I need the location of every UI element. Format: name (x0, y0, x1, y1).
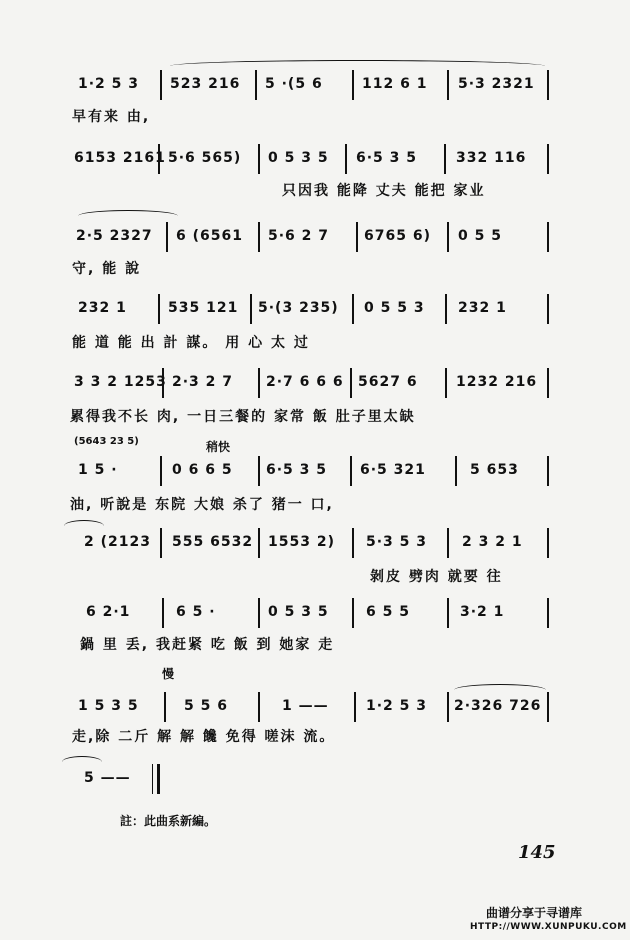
row9-lyrics: 走,除 二斤 解 解 饞 免得 嗟沫 流。 (72, 729, 336, 745)
footnote: 註：此曲系新編。 (120, 814, 217, 828)
barline (255, 70, 257, 100)
barline (356, 222, 358, 252)
barline (160, 70, 162, 100)
barline (547, 294, 549, 324)
barline (158, 144, 160, 174)
barline (354, 692, 356, 722)
tempo-marking-slow: 慢 (162, 667, 175, 681)
barline (352, 70, 354, 100)
slur (454, 684, 546, 690)
row6-lyrics: 油, 听說是 东院 大娘 杀了 猪一 口, (70, 497, 334, 513)
barline (258, 368, 260, 398)
row9-measure4: 1·2 5 3 (366, 698, 428, 714)
row3-lyrics: 守, 能 說 (72, 261, 142, 277)
row6-measure3: 6·5 3 5 (266, 462, 328, 478)
barline (258, 222, 260, 252)
row2-measure1: 6153 2161 (74, 150, 166, 166)
barline (350, 456, 352, 486)
barline (352, 528, 354, 558)
row6-measure4: 6·5 321 (360, 462, 426, 478)
barline (444, 144, 446, 174)
row5-measure5: 1232 216 (456, 374, 538, 390)
barline (250, 294, 252, 324)
barline (258, 528, 260, 558)
page-number: 145 (518, 842, 556, 863)
row9-measure1: 1 5 3 5 (78, 698, 139, 714)
row7-measure2: 555 6532 (172, 534, 254, 550)
row7-lyrics: 剝皮 劈肉 就要 往 (370, 569, 503, 585)
row8-measure5: 3·2 1 (460, 604, 505, 620)
row5-lyrics: 累得我不长 肉, 一日三餐的 家常 飯 肚子里太缺 (70, 409, 416, 425)
row3-measure5: 0 5 5 (458, 228, 502, 244)
row3-measure4: 6765 6) (364, 228, 431, 244)
barline (547, 692, 549, 722)
barline (258, 692, 260, 722)
tempo-marking-fast: 稍快 (206, 440, 231, 454)
row5-measure3: 2·7 6 6 6 (266, 374, 344, 390)
row5-measure2: 2·3 2 7 (172, 374, 234, 390)
row8-measure2: 6 5 · (176, 604, 216, 620)
barline (547, 222, 549, 252)
row3-measure2: 6 (6561 (176, 228, 243, 244)
row5-measure4: 5627 6 (358, 374, 418, 390)
barline (160, 456, 162, 486)
barline (166, 222, 168, 252)
row2-measure3: 0 5 3 5 (268, 150, 329, 166)
barline (445, 294, 447, 324)
barline (445, 368, 447, 398)
row1-measure4: 112 6 1 (362, 76, 428, 92)
row4-measure3: 5·(3 235) (258, 300, 339, 316)
barline (162, 598, 164, 628)
barline (547, 70, 549, 100)
barline (447, 692, 449, 722)
row9-measure3: 1 —— (282, 698, 329, 714)
row2-measure4: 6·5 3 5 (356, 150, 418, 166)
prelude-notes: (5643 23 5) (74, 436, 139, 447)
barline (447, 528, 449, 558)
row6-measure1: 1 5 · (78, 462, 118, 478)
barline (162, 368, 164, 398)
row4-measure2: 535 121 (168, 300, 239, 316)
row4-lyrics: 能 道 能 出 計 謀。 用 心 太 过 (72, 335, 310, 351)
watermark-text: 曲谱分享于寻谱库 (486, 906, 583, 920)
row1-measure5: 5·3 2321 (458, 76, 535, 92)
row4-measure4: 0 5 5 3 (364, 300, 425, 316)
row9-measure2: 5 5 6 (184, 698, 228, 714)
barline (258, 456, 260, 486)
barline (447, 598, 449, 628)
barline (258, 598, 260, 628)
slur (78, 210, 178, 216)
row5-measure1: 3 3 2 1253 (74, 374, 167, 390)
row7-measure1: 2 (2123 (84, 534, 151, 550)
barline (547, 456, 549, 486)
barline (258, 144, 260, 174)
row2-lyrics: 只因我 能降 丈夫 能把 家业 (282, 183, 486, 199)
barline (547, 528, 549, 558)
barline (447, 222, 449, 252)
barline (164, 692, 166, 722)
final-barline-thick (157, 764, 160, 794)
row8-measure1: 6 2·1 (86, 604, 131, 620)
row1-measure1: 1·2 5 3 (78, 76, 140, 92)
barline (352, 294, 354, 324)
row8-measure4: 6 5 5 (366, 604, 410, 620)
row3-measure3: 5·6 2 7 (268, 228, 330, 244)
barline (350, 368, 352, 398)
barline (547, 144, 549, 174)
row10-measure1: 5 —— (84, 770, 131, 786)
row7-measure3: 1553 2) (268, 534, 335, 550)
row2-measure2: 5·6 565) (168, 150, 242, 166)
slur (170, 60, 545, 66)
slur (62, 756, 102, 762)
barline (160, 528, 162, 558)
barline (547, 368, 549, 398)
row1-measure3: 5 ·(5 6 (265, 76, 323, 92)
row8-lyrics: 鍋 里 丢, 我赶紧 吃 飯 到 她家 走 (80, 637, 335, 653)
row8-measure3: 0 5 3 5 (268, 604, 329, 620)
barline (547, 598, 549, 628)
final-barline-thin (152, 764, 153, 794)
row1-measure2: 523 216 (170, 76, 241, 92)
row4-measure5: 232 1 (458, 300, 507, 316)
row4-measure1: 232 1 (78, 300, 127, 316)
barline (352, 598, 354, 628)
row6-measure5: 5 653 (470, 462, 519, 478)
row1-lyrics: 早有来 由, (72, 109, 151, 125)
barline (158, 294, 160, 324)
row9-measure5: 2·326 726 (454, 698, 542, 714)
slur (64, 520, 104, 526)
row7-measure5: 2 3 2 1 (462, 534, 523, 550)
watermark-url: HTTP://WWW.XUNPUKU.COM (470, 922, 627, 932)
row6-measure2: 0 6 6 5 (172, 462, 233, 478)
row3-measure1: 2·5 2327 (76, 228, 153, 244)
barline (455, 456, 457, 486)
row7-measure4: 5·3 5 3 (366, 534, 428, 550)
row2-measure5: 332 116 (456, 150, 527, 166)
barline (447, 70, 449, 100)
barline (345, 144, 347, 174)
